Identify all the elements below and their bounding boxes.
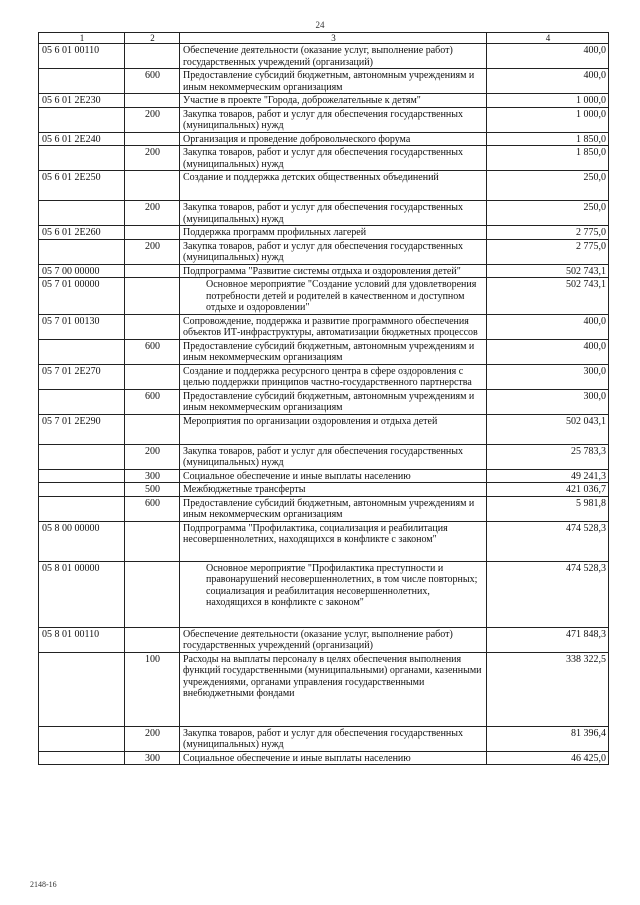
row-amount: 250,0	[487, 171, 609, 201]
row-amount: 400,0	[487, 44, 609, 69]
row-code: 05 6 01 2Е250	[39, 171, 125, 201]
row-name: Закупка товаров, работ и услуг для обеспечения государственных (муниципальных) нужд	[180, 146, 487, 171]
row-name: Закупка товаров, работ и услуг для обеспечения государственных (муниципальных) нужд	[180, 726, 487, 751]
row-code	[39, 726, 125, 751]
table-row	[39, 146, 609, 171]
row-expense-type: 500	[125, 483, 180, 497]
row-code: 05 6 01 00110	[39, 44, 125, 69]
row-code: 05 6 01 2Е240	[39, 132, 125, 146]
header-row	[39, 33, 609, 44]
table-row	[39, 561, 609, 627]
row-expense-type: 200	[125, 726, 180, 751]
table-row	[39, 44, 609, 69]
row-amount: 502 743,1	[487, 264, 609, 278]
row-name: Мероприятия по организации оздоровления и отдыха детей	[180, 414, 487, 444]
row-amount: 471 848,3	[487, 627, 609, 652]
row-code	[39, 146, 125, 171]
row-expense-type	[125, 264, 180, 278]
row-amount: 502 743,1	[487, 278, 609, 315]
row-code	[39, 483, 125, 497]
table-row	[39, 132, 609, 146]
row-code	[39, 469, 125, 483]
table-row	[39, 264, 609, 278]
column-header-2: 2	[125, 33, 180, 44]
row-amount: 474 528,3	[487, 521, 609, 561]
table-row	[39, 69, 609, 94]
row-amount: 49 241,3	[487, 469, 609, 483]
row-expense-type: 200	[125, 107, 180, 132]
table-row	[39, 94, 609, 108]
footer-code: 2148-16	[30, 880, 57, 889]
row-name: Участие в проекте "Города, доброжелательные к детям"	[180, 94, 487, 108]
column-header-1: 1	[39, 33, 125, 44]
row-code: 05 7 01 00130	[39, 314, 125, 339]
row-name: Основное мероприятие "Профилактика преступности и правонарушений несовершеннолетних, в том числе повторных; социализация и реабилитация несовершеннолетних, находящихся в конфликте с законом"	[180, 561, 487, 627]
row-amount: 300,0	[487, 364, 609, 389]
row-amount: 1 850,0	[487, 146, 609, 171]
row-code	[39, 339, 125, 364]
table-row	[39, 389, 609, 414]
row-name: Предоставление субсидий бюджетным, автономным учреждениям и иным некоммерческим организациям	[180, 69, 487, 94]
row-amount: 400,0	[487, 339, 609, 364]
table-row	[39, 107, 609, 132]
table-row	[39, 444, 609, 469]
table-row	[39, 314, 609, 339]
row-code: 05 6 01 2Е260	[39, 226, 125, 240]
row-name: Межбюджетные трансферты	[180, 483, 487, 497]
table-row	[39, 521, 609, 561]
row-code	[39, 69, 125, 94]
row-name: Закупка товаров, работ и услуг для обеспечения государственных (муниципальных) нужд	[180, 107, 487, 132]
row-expense-type: 600	[125, 496, 180, 521]
row-name: Предоставление субсидий бюджетным, автономным учреждениям и иным некоммерческим организациям	[180, 389, 487, 414]
row-code	[39, 107, 125, 132]
row-name: Создание и поддержка ресурсного центра в сфере оздоровления с целью поддержки принципов частно-государственного партнерства	[180, 364, 487, 389]
row-expense-type	[125, 278, 180, 315]
row-name: Закупка товаров, работ и услуг для обеспечения государственных (муниципальных) нужд	[180, 444, 487, 469]
row-code	[39, 389, 125, 414]
row-expense-type	[125, 94, 180, 108]
row-expense-type	[125, 132, 180, 146]
row-expense-type	[125, 314, 180, 339]
row-expense-type: 200	[125, 444, 180, 469]
row-amount: 400,0	[487, 314, 609, 339]
row-name: Закупка товаров, работ и услуг для обеспечения государственных (муниципальных) нужд	[180, 239, 487, 264]
row-code	[39, 239, 125, 264]
row-amount: 2 775,0	[487, 239, 609, 264]
row-expense-type: 200	[125, 146, 180, 171]
row-name: Закупка товаров, работ и услуг для обеспечения государственных (муниципальных) нужд	[180, 201, 487, 226]
column-header-3: 3	[180, 33, 487, 44]
row-name: Обеспечение деятельности (оказание услуг, выполнение работ) государственных учреждений (организаций)	[180, 627, 487, 652]
row-expense-type: 200	[125, 201, 180, 226]
row-code	[39, 496, 125, 521]
row-code	[39, 751, 125, 765]
row-expense-type: 300	[125, 751, 180, 765]
table-row	[39, 339, 609, 364]
row-name: Подпрограмма "Развитие системы отдыха и оздоровления детей"	[180, 264, 487, 278]
table-row	[39, 364, 609, 389]
row-name: Организация и проведение добровольческого форума	[180, 132, 487, 146]
row-name: Сопровождение, поддержка и развитие программного обеспечения объектов ИТ-инфраструктуры, автоматизации бюджетных процессов	[180, 314, 487, 339]
row-amount: 250,0	[487, 201, 609, 226]
row-expense-type	[125, 226, 180, 240]
row-amount: 300,0	[487, 389, 609, 414]
row-amount: 1 850,0	[487, 132, 609, 146]
budget-table	[38, 32, 609, 765]
row-expense-type: 600	[125, 69, 180, 94]
table-row	[39, 414, 609, 444]
row-code: 05 7 00 00000	[39, 264, 125, 278]
page-number: 24	[315, 20, 325, 30]
row-amount: 474 528,3	[487, 561, 609, 627]
row-amount: 421 036,7	[487, 483, 609, 497]
row-name: Предоставление субсидий бюджетным, автономным учреждениям и иным некоммерческим организациям	[180, 339, 487, 364]
row-expense-type: 100	[125, 652, 180, 726]
row-amount: 1 000,0	[487, 94, 609, 108]
row-code: 05 8 00 00000	[39, 521, 125, 561]
row-expense-type	[125, 44, 180, 69]
row-amount: 81 396,4	[487, 726, 609, 751]
table-body	[39, 44, 609, 765]
row-code	[39, 201, 125, 226]
row-amount: 2 775,0	[487, 226, 609, 240]
row-amount: 25 783,3	[487, 444, 609, 469]
row-amount: 46 425,0	[487, 751, 609, 765]
table-row	[39, 469, 609, 483]
row-amount: 502 043,1	[487, 414, 609, 444]
table-row	[39, 751, 609, 765]
row-name: Расходы на выплаты персоналу в целях обеспечения выполнения функций государственными (муниципальными) органами, казенными учреждениями, органами управления государственными внебюджетными фондами	[180, 652, 487, 726]
row-code: 05 7 01 2Е290	[39, 414, 125, 444]
row-amount: 338 322,5	[487, 652, 609, 726]
row-expense-type	[125, 521, 180, 561]
row-name: Поддержка программ профильных лагерей	[180, 226, 487, 240]
row-name: Создание и поддержка детских общественных объединений	[180, 171, 487, 201]
table-row	[39, 627, 609, 652]
row-expense-type	[125, 171, 180, 201]
table-row	[39, 201, 609, 226]
table-row	[39, 226, 609, 240]
row-name: Предоставление субсидий бюджетным, автономным учреждениям и иным некоммерческим организациям	[180, 496, 487, 521]
row-name: Обеспечение деятельности (оказание услуг, выполнение работ) государственных учреждений (организаций)	[180, 44, 487, 69]
row-expense-type	[125, 627, 180, 652]
row-name: Подпрограмма "Профилактика, социализация и реабилитация несовершеннолетних, находящихся в конфликте с законом"	[180, 521, 487, 561]
row-expense-type: 200	[125, 239, 180, 264]
row-code	[39, 444, 125, 469]
row-code: 05 7 01 00000	[39, 278, 125, 315]
row-code: 05 7 01 2Е270	[39, 364, 125, 389]
row-expense-type	[125, 414, 180, 444]
row-amount: 5 981,8	[487, 496, 609, 521]
row-expense-type	[125, 364, 180, 389]
table-row	[39, 726, 609, 751]
row-code: 05 8 01 00000	[39, 561, 125, 627]
row-code: 05 6 01 2Е230	[39, 94, 125, 108]
table-row	[39, 239, 609, 264]
table-row	[39, 278, 609, 315]
row-expense-type: 300	[125, 469, 180, 483]
row-code: 05 8 01 00110	[39, 627, 125, 652]
table-row	[39, 171, 609, 201]
row-expense-type	[125, 561, 180, 627]
table-row	[39, 483, 609, 497]
table-row	[39, 496, 609, 521]
row-expense-type: 600	[125, 389, 180, 414]
column-header-4: 4	[487, 33, 609, 44]
row-name: Социальное обеспечение и иные выплаты населению	[180, 751, 487, 765]
table-row	[39, 652, 609, 726]
row-name: Основное мероприятие "Создание условий для удовлетворения потребности детей и родителей в качественном и доступном отдыхе и оздоровлении"	[180, 278, 487, 315]
row-expense-type: 600	[125, 339, 180, 364]
row-name: Социальное обеспечение и иные выплаты населению	[180, 469, 487, 483]
row-amount: 400,0	[487, 69, 609, 94]
row-amount: 1 000,0	[487, 107, 609, 132]
row-code	[39, 652, 125, 726]
